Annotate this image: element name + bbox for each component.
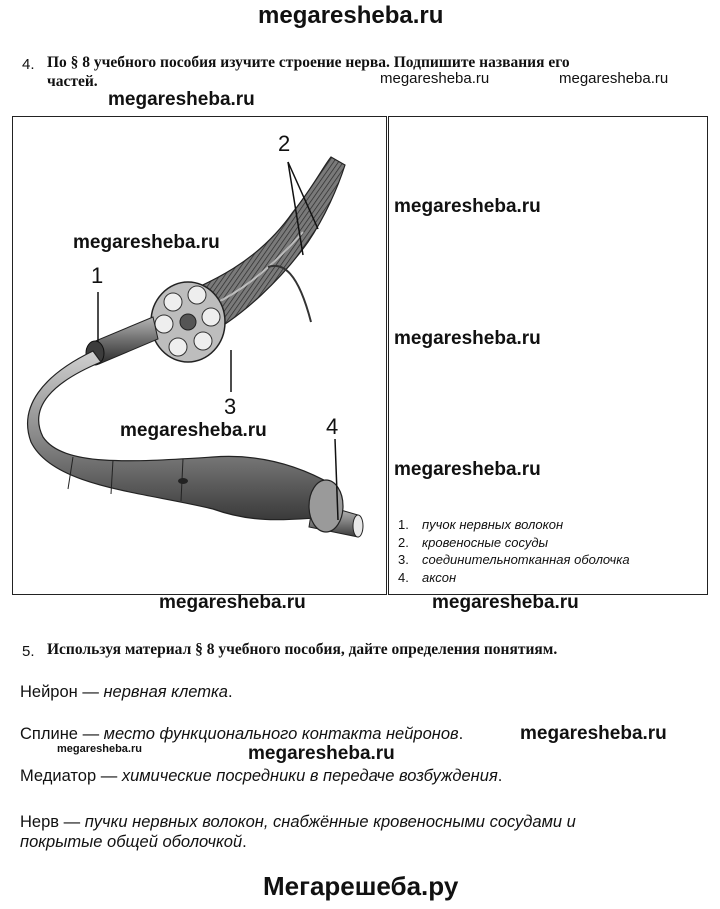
watermark-right-col-1: megaresheba.ru bbox=[394, 196, 541, 217]
figure-label-2: 2 bbox=[278, 131, 291, 156]
legend-item: 2. кровеносные сосуды bbox=[398, 534, 549, 550]
watermark-below-figure-right: megaresheba.ru bbox=[432, 592, 579, 613]
watermark-under-task: megaresheba.ru bbox=[108, 89, 255, 110]
legend-item: 1. пучок нервных волокон bbox=[398, 517, 564, 532]
watermark-definition-mid: megaresheba.ru bbox=[248, 743, 395, 764]
watermark-in-figure-1: megaresheba.ru bbox=[73, 232, 220, 253]
task5-number: 5. bbox=[22, 643, 35, 660]
definition-synapse: Сплине — место функционального контакта нейронов. bbox=[20, 725, 464, 743]
task4-number: 4. bbox=[22, 56, 35, 73]
watermark-top: megaresheba.ru bbox=[258, 2, 444, 29]
task4-text-line1: По § 8 учебного пособия изучите строение нерва. Подпишите названия его bbox=[47, 54, 570, 71]
legend-item: 3. соединительнотканная оболочка bbox=[398, 552, 630, 567]
footer-watermark: Мегарешеба.ру bbox=[263, 871, 459, 901]
watermark-in-figure-2: megaresheba.ru bbox=[120, 420, 267, 441]
watermark-definition-tiny: megaresheba.ru bbox=[57, 743, 142, 755]
task4-text-line2: частей. bbox=[47, 73, 98, 90]
definition-nerve-line1: Нерв — пучки нервных волокон, снабжённые кровеносными сосудами и bbox=[20, 813, 576, 831]
legend-list bbox=[398, 517, 630, 587]
watermark-definition-right: megaresheba.ru bbox=[520, 723, 667, 744]
figure-label-4: 4 bbox=[326, 414, 339, 439]
definition-nerve-line2: покрытые общей оболочкой. bbox=[20, 833, 247, 851]
figure-label-3: 3 bbox=[224, 394, 237, 419]
task5-text: Используя материал § 8 учебного пособия, дайте определения понятиям. bbox=[47, 641, 558, 658]
legend-box bbox=[388, 116, 708, 595]
nerve-illustration bbox=[13, 117, 386, 594]
watermark-inline-2: megaresheba.ru bbox=[559, 70, 669, 87]
legend-item: 4. аксон bbox=[398, 569, 457, 585]
watermark-inline-1: megaresheba.ru bbox=[380, 70, 490, 87]
definition-mediator: Медиатор — химические посредники в передаче возбуждения. bbox=[20, 767, 503, 785]
figure-image-box bbox=[12, 116, 387, 595]
figure-label-1: 1 bbox=[91, 263, 104, 288]
watermark-below-figure-left: megaresheba.ru bbox=[159, 592, 306, 613]
watermark-right-col-3: megaresheba.ru bbox=[394, 459, 541, 480]
watermark-right-col-2: megaresheba.ru bbox=[394, 328, 541, 349]
definition-neuron: Нейрон — нервная клетка. bbox=[20, 683, 233, 701]
